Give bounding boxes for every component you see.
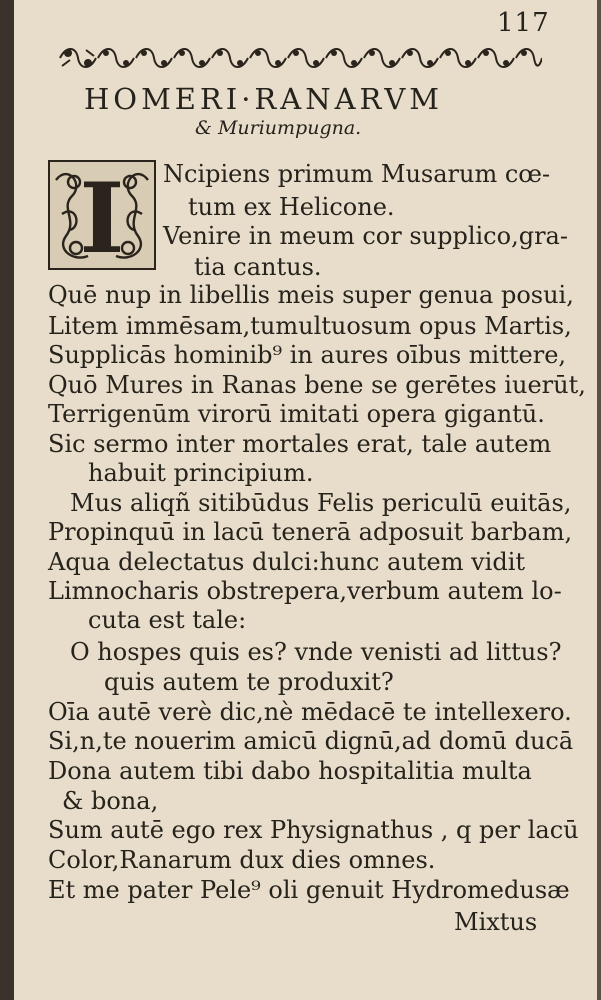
initial-letter: I [79,162,125,270]
text-line: Quē nup in libellis meis super genua posui, [48,281,574,309]
page-number: 117 [497,8,550,38]
text-line: Litem immēsam,tumultuosum opus Martis, [48,312,572,340]
text-line: Si,n,te nouerim amicū dignū,ad domū ducā [48,727,574,755]
text-line: Supplicās hominib⁹ in aures oībus mittere, [48,341,567,369]
catchword: Mixtus [454,908,538,936]
page-subtitle: & Muriumpugna. [195,117,362,139]
text-line: Limnocharis obstrepera,verbum autem lo- [48,577,562,605]
text-line: tia cantus. [194,253,322,281]
page-title: HOMERI·RANARVM [84,82,443,116]
text-line: Oīa autē verè dic,nè mēdacē te intellexero. [48,698,572,726]
text-line: Dona autem tibi dabo hospitalitia multa [48,757,532,785]
text-line: O hospes quis es? vnde venisti ad littus? [70,638,562,666]
text-line: quis autem te produxit? [104,668,394,696]
binding-gutter [0,0,14,1000]
text-line: & bona, [62,787,159,815]
text-line: Sic sermo inter mortales erat, tale autem [48,430,552,458]
text-line: Color,Ranarum dux dies omnes. [48,846,436,874]
page-edge [597,0,601,1000]
text-line: Sum autē ego rex Physignathus , q per lacū [48,816,579,844]
text-line: Quō Mures in Ranas bene se gerētes iuerūt, [48,371,586,399]
text-line: Et me pater Pele⁹ oli genuit Hydromedusæ [48,876,570,904]
text-line: Terrigenūm virorū imitati opera gigantū. [48,400,545,428]
text-line: Ncipiens primum Musarum cœ- [163,160,551,188]
decorated-initial [48,160,156,270]
text-line: Aqua delectatus dulci:hunc autem vidit [48,548,526,576]
text-line: habuit principium. [88,459,314,487]
text-line: cuta est tale: [88,606,247,634]
text-line: Mus aliqñ sitibūdus Felis periculū euitās, [70,489,572,517]
text-line: Propinquū in lacū tenerā adposuit barbam, [48,518,573,546]
text-line: Venire in meum cor supplico,gra- [163,222,568,250]
ornament-band [58,44,542,72]
text-line: tum ex Helicone. [188,193,395,221]
